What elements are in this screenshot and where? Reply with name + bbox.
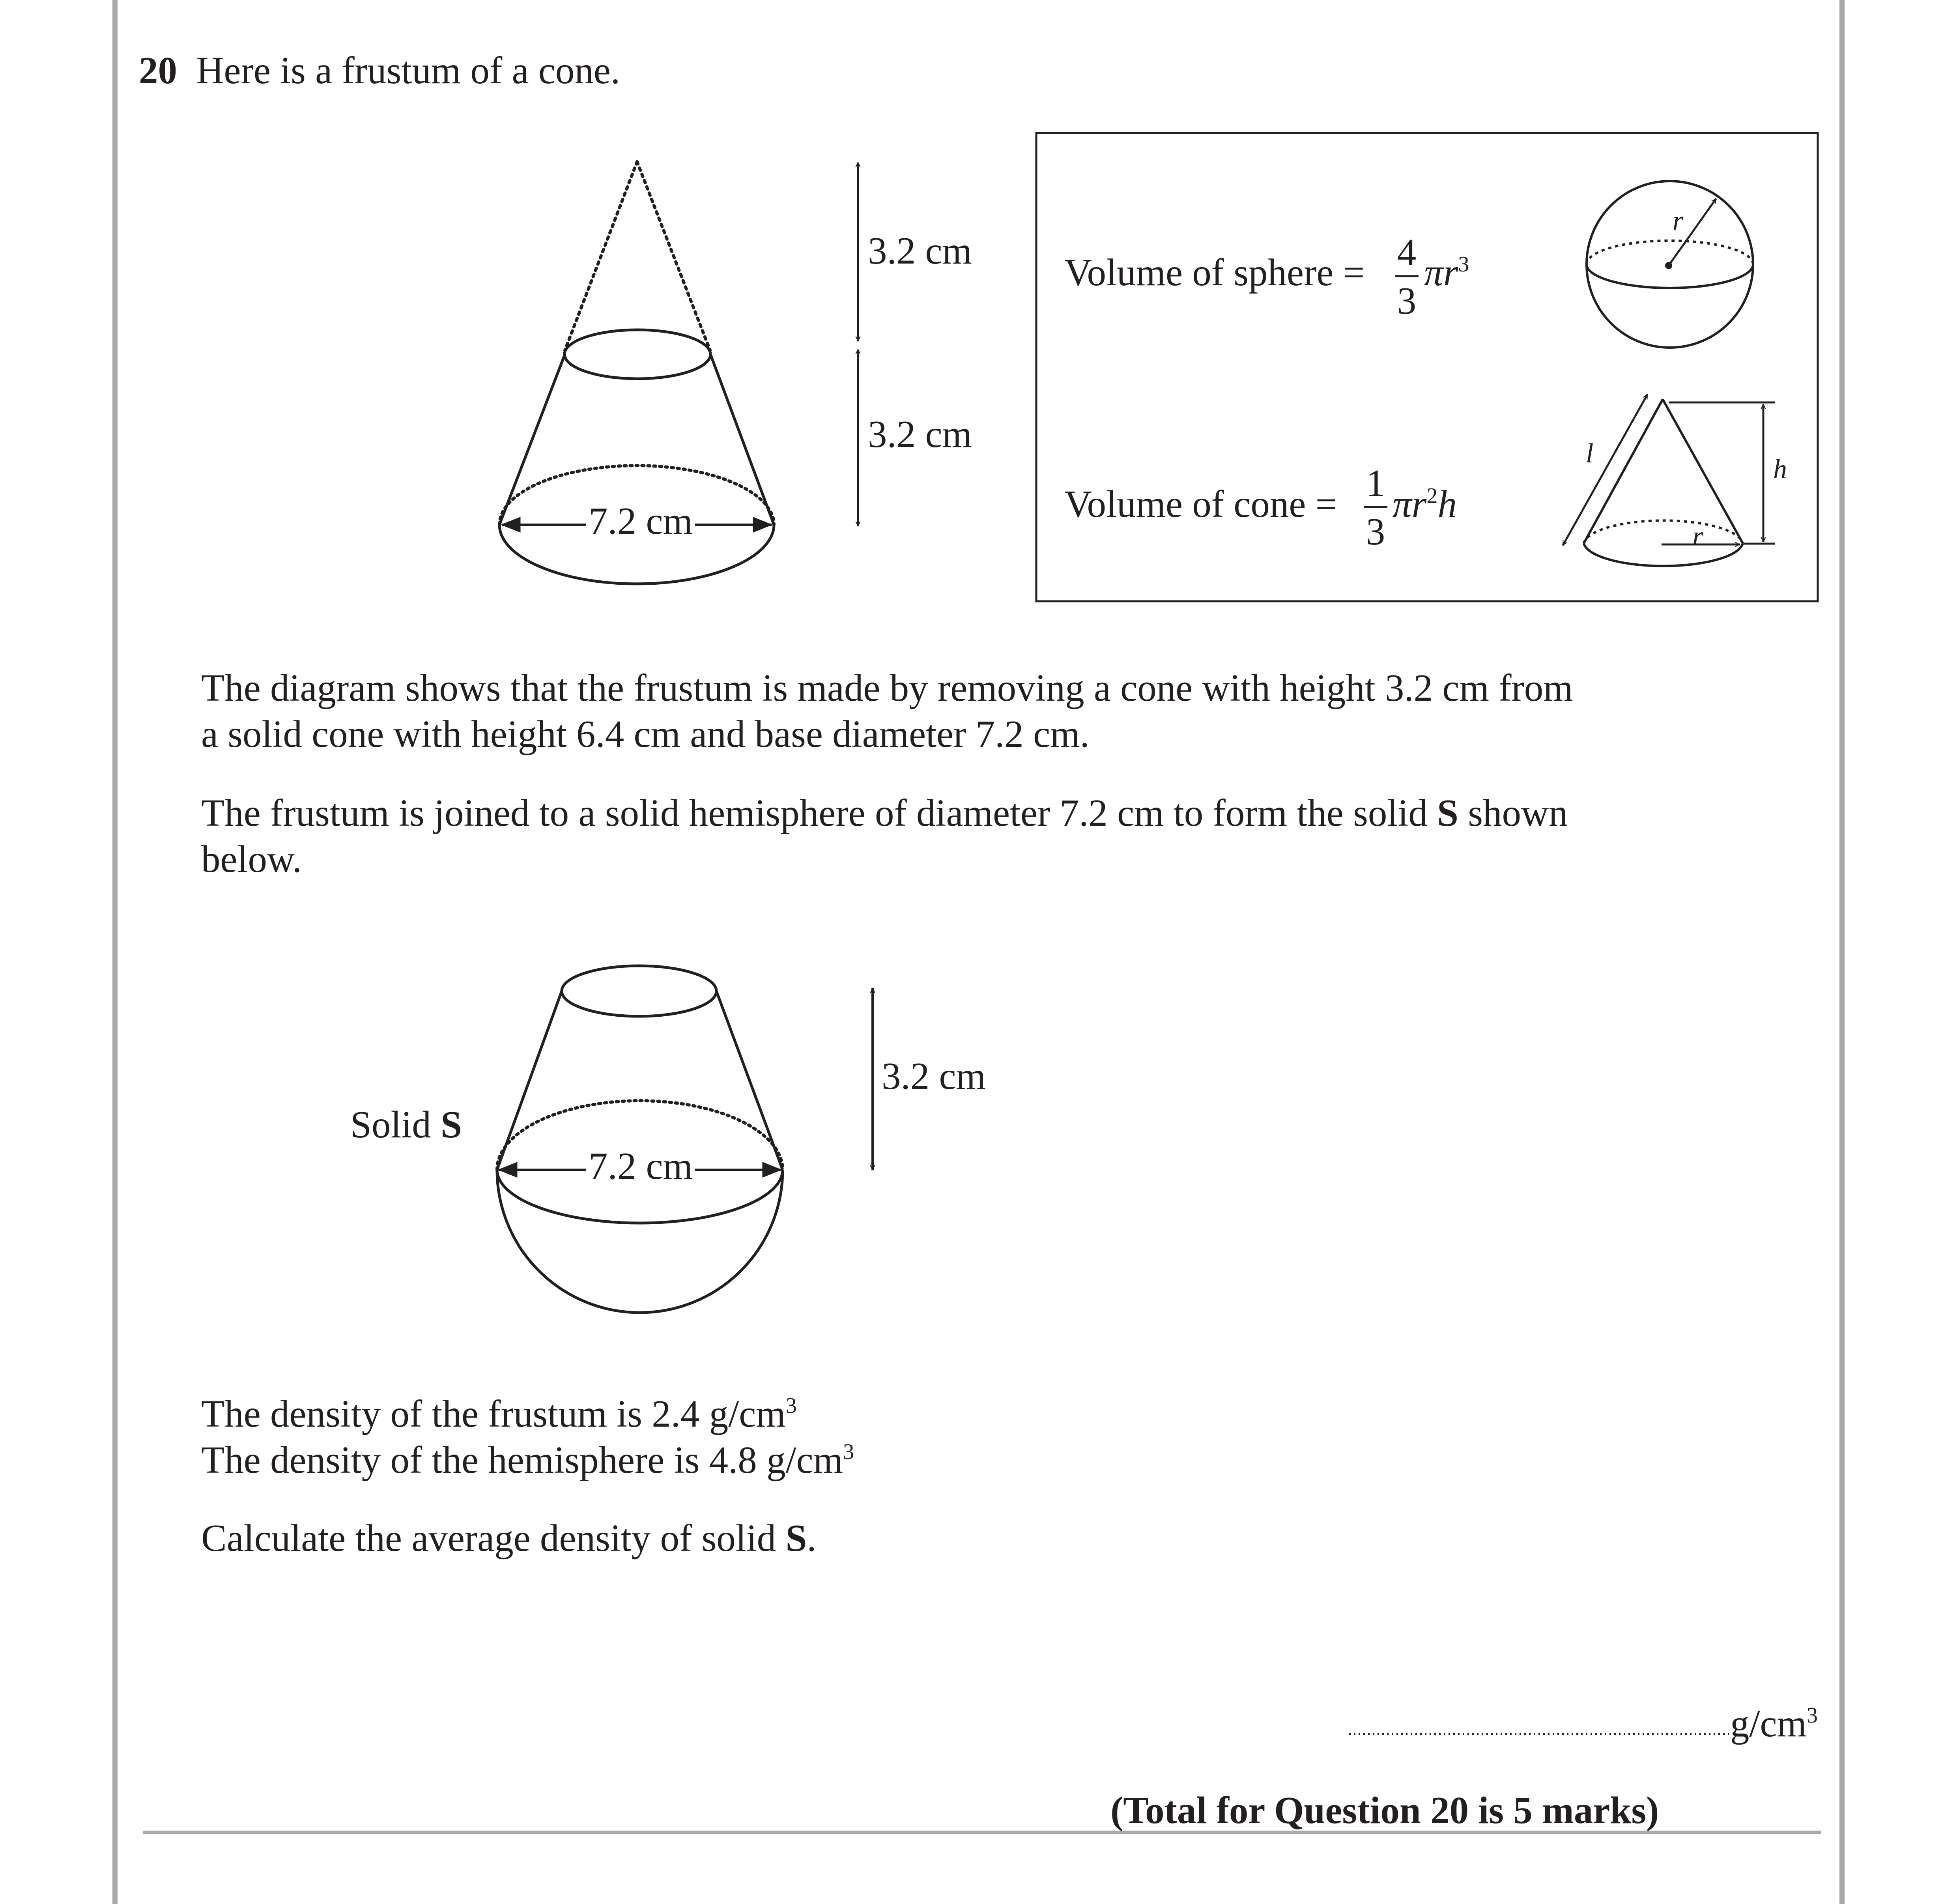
cone-slant-label: l [1586,438,1594,469]
question-header [139,47,620,94]
answer-unit-text: g/cm [1730,1702,1807,1745]
frustum-diameter-label: 7.2 cm [586,499,695,543]
cone-base-back [1584,520,1743,543]
density-frustum-text: The density of the frustum is 2.4 g/cm [201,1393,786,1435]
frustum-top-ellipse [564,330,710,379]
answer-unit-exp: 3 [1806,1703,1818,1728]
cone-exponent: 2 [1426,484,1438,509]
top-height-label: 3.2 cm [868,230,972,272]
cone-height-label: h [1773,454,1787,484]
sphere-numerator: 4 [1397,231,1417,273]
calculate-solid-s: S [785,1517,807,1559]
solid-s-diagram [497,966,873,1313]
solid-s-label-bold: S [441,1103,462,1146]
density-frustum-exp: 3 [785,1393,797,1418]
paragraph-2-pre: The frustum is joined to a solid hemisphere of diameter 7.2 cm to form the solid [201,792,1428,834]
paragraph-1-line-2: a solid cone with height 6.4 cm and base diameter 7.2 cm. [201,713,1090,755]
paragraph-2-line-1 [201,790,1568,836]
paragraph-2-line-2: below. [201,838,302,880]
right-margin-line [1839,0,1845,1904]
solid-height-label: 3.2 cm [882,1055,986,1097]
question-number: 20 [139,49,177,92]
cone-base-front [1584,543,1743,566]
frustum-left-edge [499,354,565,525]
left-margin-line [112,0,118,1904]
paragraph-1-line-1: The diagram shows that the frustum is made by removing a cone with height 3.2 cm from [201,667,1573,709]
sphere-pi: π [1424,251,1443,294]
cone-formula-expression [1393,482,1457,526]
sphere-denominator: 3 [1397,280,1417,322]
solid-s-label [350,1103,462,1147]
cone-h: h [1437,483,1457,525]
solid-diameter-label: 7.2 cm [586,1144,695,1188]
solid-top-ellipse [562,966,716,1016]
density-hemisphere-text: The density of the hemisphere is 4.8 g/cm [201,1439,843,1481]
question-intro: Here is a frustum of a cone. [196,49,621,92]
answer-unit[interactable] [1730,1700,1818,1753]
sphere-formula-label: Volume of sphere = [1064,251,1365,294]
sphere-radius-label: r [1673,206,1684,236]
cone-numerator: 1 [1366,462,1385,504]
cone-radius-label: r [1692,521,1703,552]
paragraph-2-solid-s: S [1437,792,1458,834]
bottom-height-label: 3.2 cm [868,413,972,455]
density-hemisphere-exp: 3 [843,1440,854,1464]
cone-denominator: 3 [1366,511,1385,553]
hemisphere-outline [497,1170,783,1313]
sphere-formula-expression [1424,251,1469,294]
cone-pi: π [1393,483,1412,525]
sphere-diagram [1587,181,1753,348]
sphere-r: r [1443,251,1458,294]
calculate-instruction [201,1515,817,1561]
cone-formula-label: Volume of cone = [1064,483,1337,525]
solid-s-label-pre: Solid [350,1103,431,1146]
cone-r: r [1411,483,1427,525]
removed-cone-left-edge [565,162,637,350]
density-hemisphere [201,1437,854,1489]
calculate-post: . [807,1517,817,1559]
sphere-exponent: 3 [1458,252,1469,277]
calculate-pre: Calculate the average density of solid [201,1517,776,1559]
total-marks: (Total for Question 20 is 5 marks) [1110,1789,1659,1831]
sphere-equator-back [1587,241,1753,264]
frustum-right-edge [710,354,774,525]
cone-diagram [1563,395,1775,566]
paragraph-2-post: shown [1468,792,1568,834]
removed-cone-right-edge [637,162,710,350]
sphere-centre-dot [1666,263,1671,268]
density-frustum [201,1391,797,1443]
